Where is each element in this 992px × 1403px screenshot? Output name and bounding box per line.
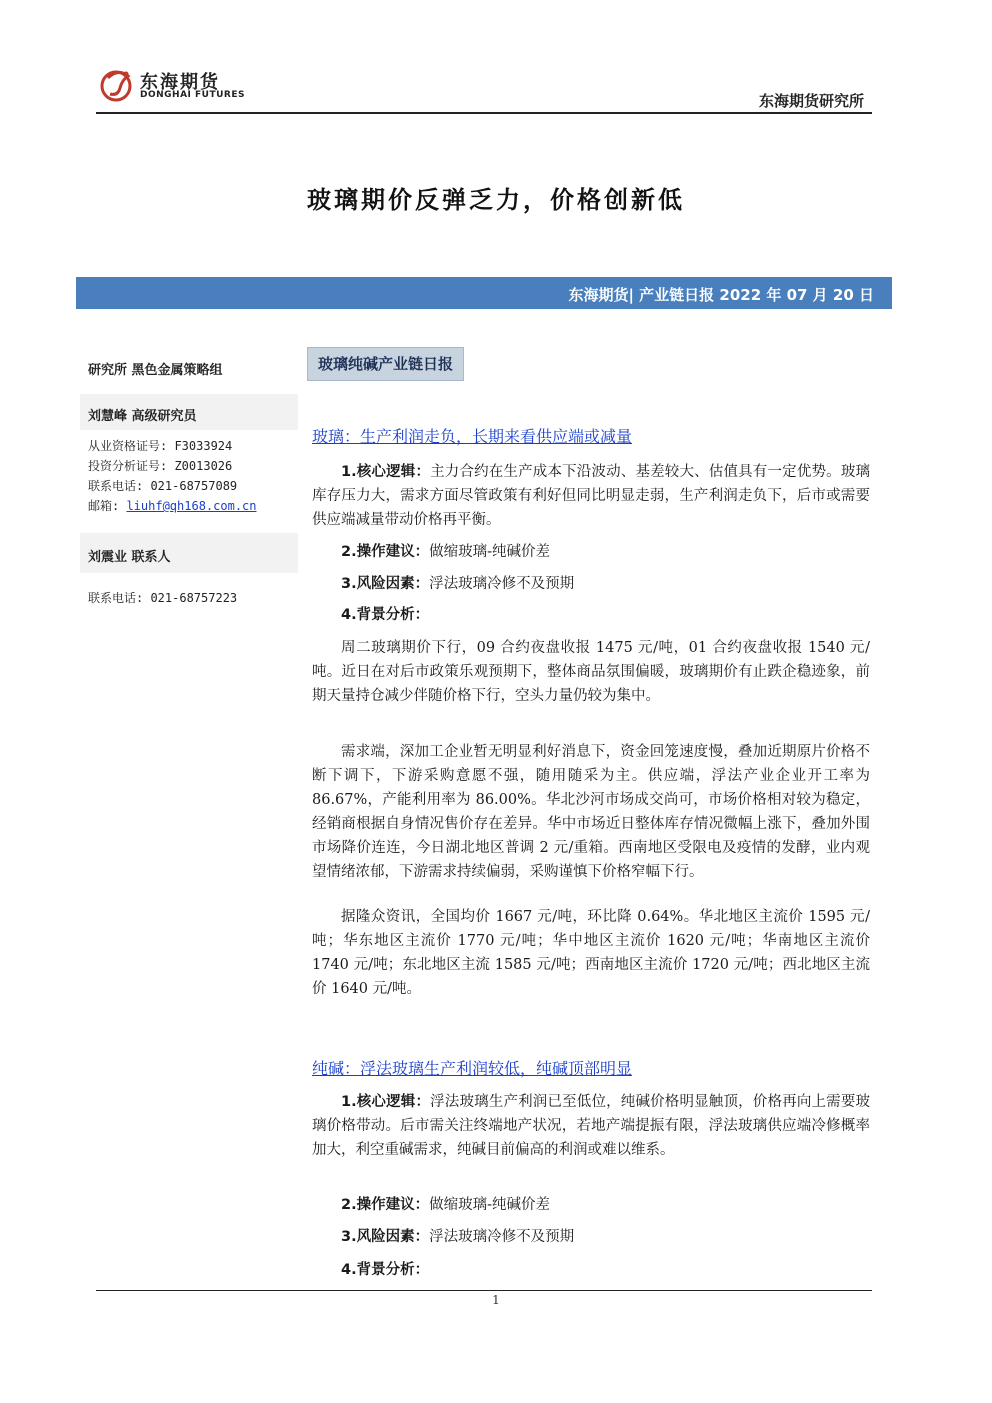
glass-section-heading[interactable]: 玻璃：生产利润走负，长期来看供应端或减量 <box>312 427 633 446</box>
glass-core-label: 1.核心逻辑： <box>341 464 431 480</box>
dragon-logo-icon <box>100 66 136 104</box>
glass-core-text: 主力合约在生产成本下沿波动、基差较大、估值具有一定优势。玻璃库存压力大，需求方面尽管政策有利好但同比明显走弱，生产利润走负下，后市或需要供应端减量带动价格再平衡。 <box>312 464 870 528</box>
email-label: 邮箱: <box>88 499 127 513</box>
logo-chinese-text: 东海期货 <box>140 72 220 93</box>
banner-text: 东海期货| 产业链日报 2022 年 07 月 20 日 <box>568 286 874 304</box>
soda-bg-label: 4.背景分析： <box>341 1262 430 1278</box>
soda-section-heading[interactable]: 纯碱：浮法玻璃生产利润较低，纯碱顶部明显 <box>312 1059 633 1078</box>
analyst1-details <box>88 436 298 516</box>
analyst1-name: 刘慧峰 高级研究员 <box>88 409 197 424</box>
glass-paragraph-1: 周二玻璃期价下行，09 合约夜盘收报 1475 元/吨，01 合约夜盘收报 1540 元/吨。近日在对后市政策乐观预期下，整体商品氛围偏暖，玻璃期价有止跌企稳迹象，前期天量持仓减少伴随价格下行，空头力量仍较为集中。 <box>312 640 870 704</box>
analyst1-phone: 联系电话: 021-68757089 <box>88 479 238 493</box>
company-logo <box>100 64 245 108</box>
soda-op-label: 2.操作建议： <box>341 1197 430 1213</box>
page-number: 1 <box>492 1293 500 1307</box>
glass-background <box>312 603 870 627</box>
analyst1-invest-cert: 投资分析证号: Z0013026 <box>88 459 233 473</box>
glass-bg-label: 4.背景分析： <box>341 607 430 623</box>
header-divider <box>96 112 872 114</box>
analyst1-qualification: 从业资格证号: F3033924 <box>88 439 233 453</box>
glass-paragraph-2: 需求端，深加工企业暂无明显利好消息下，资金回笼速度慢，叠加近期原片价格不断下调下，下游采购意愿不强，随用随采为主。供应端，浮法产业企业开工率为 86.67%，产能利用率为 86.00%。华北沙河市场成交尚可，市场价格相对较为稳定，经销商根据自身情况售价存在差异。华中市场近日整体库存情况微幅上涨下，叠加外围市场降价连连，今日湖北地区普调 2 元/重箱。西南地区受限电及疫情的发酵，业内观望情绪浓郁，下游需求持续偏弱，采购谨慎下价格窄幅下行。 <box>312 744 870 880</box>
glass-op-text: 做缩玻璃-纯碱价差 <box>429 544 551 560</box>
analyst1-email-line <box>88 496 298 516</box>
soda-risk <box>312 1225 870 1249</box>
soda-background <box>312 1258 870 1282</box>
analyst1-header <box>80 394 298 430</box>
analyst2-header <box>80 533 298 573</box>
footer-divider <box>96 1290 872 1291</box>
glass-risk-label: 3.风险因素： <box>341 576 430 592</box>
analyst2-name: 刘震业 联系人 <box>88 550 171 565</box>
header-institute: 东海期货研究所 <box>758 92 864 110</box>
logo-english-text: DONGHAI FUTURES <box>140 90 245 100</box>
glass-risk-text: 浮法玻璃冷修不及预期 <box>429 576 575 592</box>
soda-operation <box>312 1193 870 1217</box>
glass-core-logic <box>312 460 870 532</box>
email-link[interactable]: liuhf@qh168.com.cn <box>126 499 257 513</box>
soda-core-logic <box>312 1090 870 1162</box>
glass-op-label: 2.操作建议： <box>341 544 430 560</box>
glass-operation <box>312 540 870 564</box>
soda-risk-label: 3.风险因素： <box>341 1229 430 1245</box>
document-title: 玻璃期价反弹乏力，价格创新低 <box>307 186 685 214</box>
soda-op-text: 做缩玻璃-纯碱价差 <box>429 1197 551 1213</box>
soda-core-label: 1.核心逻辑： <box>341 1094 431 1110</box>
glass-risk <box>312 572 870 596</box>
soda-core-text: 浮法玻璃生产利润已至低位，纯碱价格明显触顶，价格再向上需要玻璃价格带动。后市需关注终端地产状况，若地产端提振有限，浮法玻璃供应端冷修概率加大，利空重碱需求，纯碱目前偏高的利润或难以维系。 <box>312 1094 870 1158</box>
soda-risk-text: 浮法玻璃冷修不及预期 <box>429 1229 575 1245</box>
date-banner <box>76 277 892 309</box>
glass-paragraph-3: 据隆众资讯，全国均价 1667 元/吨，环比降 0.64%。华北地区主流价 1595 元/吨；华东地区主流价 1770 元/吨；华中地区主流价 1620 元/吨；华南地区主流价 1740 元/吨；东北地区主流 1585 元/吨；西南地区主流价 1720 元/吨；西北地区主流价 1640 元/吨。 <box>312 909 870 997</box>
report-type-tag: 玻璃纯碱产业链日报 <box>307 347 464 381</box>
analyst2-phone: 联系电话: 021-68757223 <box>88 591 238 605</box>
sidebar-group: 研究所 黑色金属策略组 <box>88 363 223 378</box>
